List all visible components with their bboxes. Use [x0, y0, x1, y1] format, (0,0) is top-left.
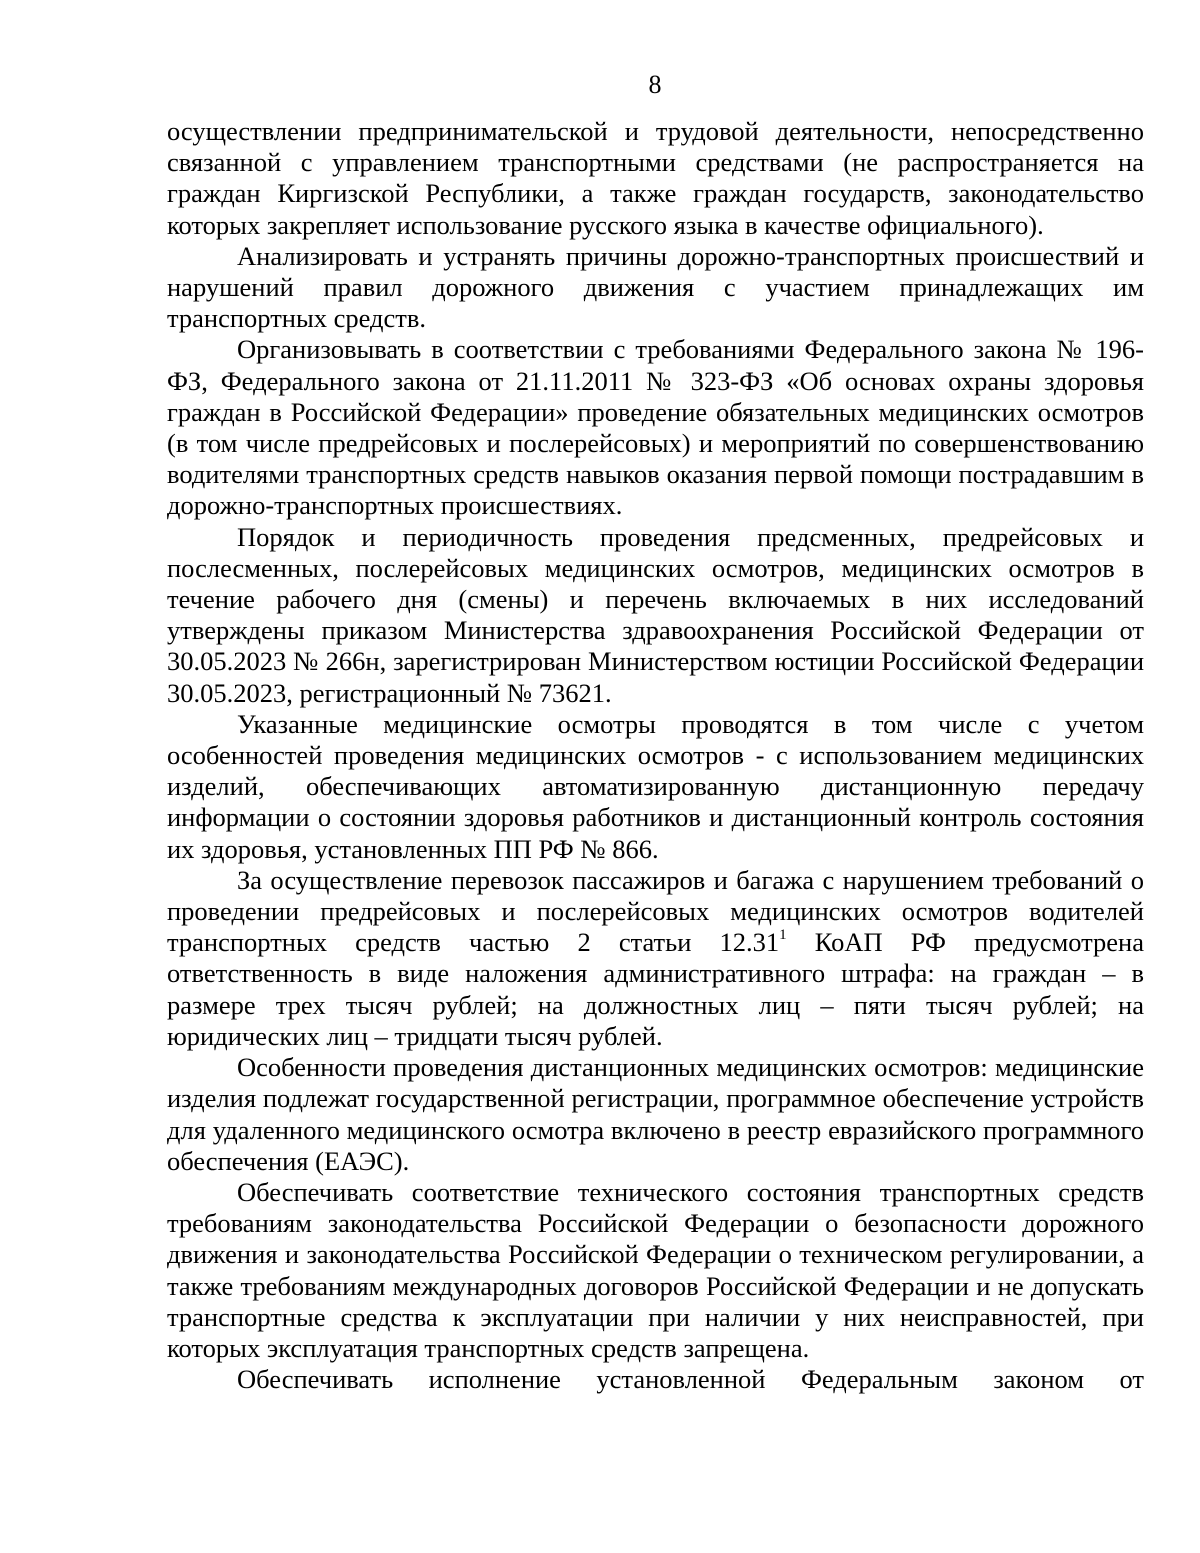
- footnote-mark: 1: [779, 927, 787, 944]
- paragraph-fines: [167, 865, 1144, 1052]
- fines-text-after: КоАП РФ предусмотрена ответственность в виде наложения административного штрафа: на граждан – в размере трех тысяч рублей; на должностных лиц – пяти тысяч рублей; на юридических лиц – тридцати тысяч рублей.: [167, 927, 1144, 1051]
- paragraph-technical-condition: Обеспечивать соответствие технического состояния транспортных средств требованиям законодательства Российской Федерации о безопасности дорожного движения и законодательства Российской Федерации о техническом регулировании, а также требованиям международных договоров Российской Федерации и не допускать транспортные средства к эксплуатации при наличии у них неисправностей, при которых эксплуатация транспортных средств запрещена.: [167, 1176, 1144, 1363]
- paragraph-law-compliance: Обеспечивать исполнение установленной Федеральным законом от: [237, 1364, 1144, 1395]
- fines-text-before: За осуществление перевозок пассажиров и багажа с нарушением требований о проведении предрейсовых и послерейсовых медицинских осмотров водителей транспортных средств частью 2 статьи 12.31: [167, 864, 1144, 958]
- paragraph-organize-medical-exams: Организовывать в соответствии с требованиями Федерального закона № 196-ФЗ, Федерального закона от 21.11.2011 № 323-ФЗ «Об основах охраны здоровья граждан в Российской Федерации» проведение обязательных медицинских осмотров (в том числе предрейсовых и послерейсовых) и мероприятий по совершенствованию водителями транспортных средств навыков оказания первой помощи пострадавшим в дорожно-транспортных происшествиях.: [167, 334, 1144, 521]
- paragraph-remote-exam-features: Особенности проведения дистанционных медицинских осмотров: медицинские изделия подлежат государственной регистрации, программное обеспечение устройств для удаленного медицинского осмотра включено в реестр евразийского программного обеспечения (ЕАЭС).: [167, 1052, 1144, 1176]
- paragraph-continuation: осуществлении предпринимательской и трудовой деятельности, непосредственно связанной с управлением транспортными средствами (не распространяется на граждан Киргизской Республики, а также граждан государств, законодательство которых закрепляет использование русского языка в качестве официального).: [167, 116, 1144, 240]
- paragraph-analyze-accidents: Анализировать и устранять причины дорожно-транспортных происшествий и нарушений правил дорожного движения с участием принадлежащих им транспортных средств.: [167, 240, 1144, 334]
- document-body: [167, 116, 1144, 1395]
- paragraph-exam-procedure: Порядок и периодичность проведения предсменных, предрейсовых и послесменных, послерейсовых медицинских осмотров, медицинских осмотров в течение рабочего дня (смены) и перечень включаемых в них исследований утверждены приказом Министерства здравоохранения Российской Федерации от 30.05.2023 № 266н, зарегистрирован Министерством юстиции Российской Федерации 30.05.2023, регистрационный № 73621.: [167, 521, 1144, 708]
- paragraph-remote-exams: Указанные медицинские осмотры проводятся в том числе с учетом особенностей проведения медицинских осмотров - с использованием медицинских изделий, обеспечивающих автоматизированную дистанционную передачу информации о состоянии здоровья работников и дистанционный контроль состояния их здоровья, установленных ПП РФ № 866.: [167, 708, 1144, 864]
- page-number: 8: [648, 70, 662, 99]
